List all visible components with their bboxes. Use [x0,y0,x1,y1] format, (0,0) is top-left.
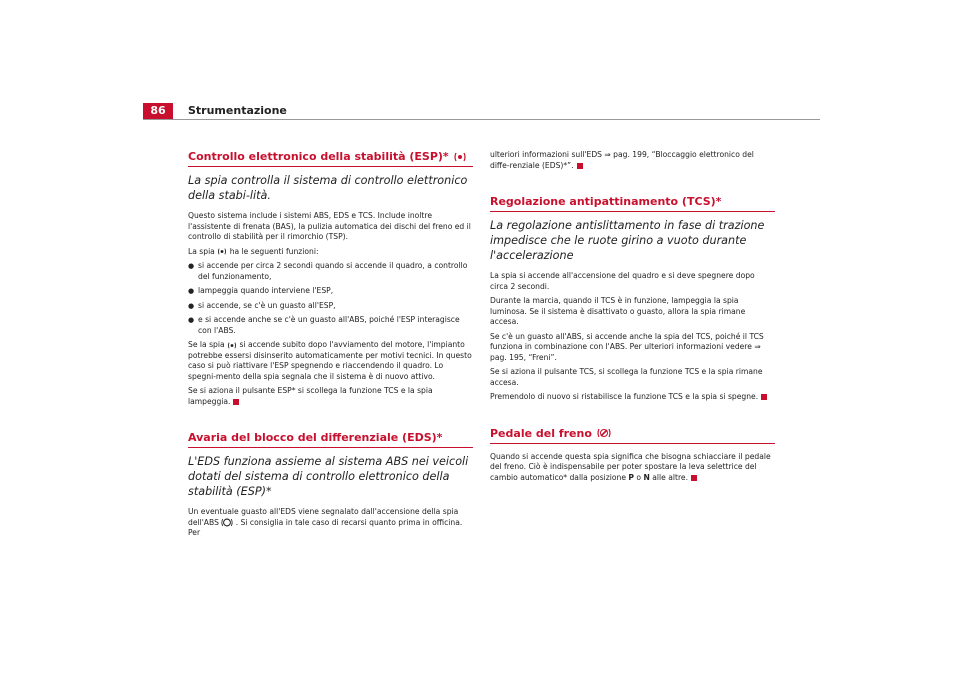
eds-paragraph-1 [188,507,473,539]
esp-p3-start: Se la spia [188,340,225,349]
brake-p1-start: Quando si accende questa spia significa che bisogna schiacciare il pedale del freno. Ciò è indispensabile per poter spostare la leva selettrice del cambio automatico* dalla posizione [490,451,771,482]
position-n-label: N [643,472,650,482]
esp-lead: La spia controlla il sistema di controllo elettronico della stabi-lità. [188,174,468,202]
esp-p3-end: si accende subito dopo l'avviamento del motore, l'impianto potrebbe essersi disinserito automaticamente per motivi tecnici. In questo caso si può riattivare l'ESP spegnendo e riaccendendo il quadro. Lo spegni-mento della spia segnala che il sistema è di nuovo attivo. [188,340,472,381]
esp-bullet-1: ● si accende per circa 2 secondi quando si accende il quadro, a controllo del funzionamento, [188,261,473,282]
position-p-label: P [628,472,634,482]
eds-continuation-text: ulteriori informazioni sull'EDS ⇒ pag. 199, “Bloccaggio elettronico del diffe-renziale (EDS)*”. [490,150,754,170]
eds-heading-text: Avaria del blocco del differenziale (EDS)* [188,431,443,444]
brake-heading [490,427,775,444]
tcs-paragraph-2: Durante la marcia, quando il TCS è in funzione, lampeggia la spia luminosa. Se il sistema è disattivato o guasto, allora la spia rimane accesa. [490,296,746,326]
eds-p1-start: Un eventuale guasto all'EDS viene segnalato dall'accensione della spia dell'ABS [188,507,459,527]
tcs-paragraph-5 [490,392,775,403]
esp-heading-text: Controllo elettronico della stabilità (ESP)* [188,150,449,163]
tcs-heading [490,195,775,212]
esp-warning-icon [453,151,467,163]
esp-p2-start: La spia [188,246,215,256]
end-of-section-icon [577,163,583,169]
eds-heading [188,431,473,448]
esp-heading [188,150,473,167]
tcs-paragraph-1: La spia si accende all'accensione del quadro e si deve spegnere dopo circa 2 secondi. [490,271,755,291]
right-column [490,150,775,487]
abs-warning-icon [221,518,233,527]
esp-p2-end: ha le seguenti funzioni: [229,246,319,256]
end-of-section-icon [233,399,239,405]
esp-paragraph-2 [188,247,473,258]
end-of-section-icon [691,475,697,481]
eds-p1-end: . Si consiglia in tale caso di recarsi quanto prima in officina. Per [188,517,463,537]
eds-lead: L'EDS funziona assieme al sistema ABS nei veicoli dotati del sistema di controllo elettronico della stabilità (ESP)* [188,455,469,498]
esp-bullet-4: ● e si accende anche se c'è un guasto all'ABS, poiché l'ESP interagisce con l'ABS. [188,315,473,336]
brake-heading-text: Pedale del freno [490,426,592,440]
tcs-paragraph-3: Se c'è un guasto all'ABS, si accende anche la spia del TCS, poiché il TCS funziona in combinazione con l'ABS. Per ulteriori informazioni vedere ⇒ pag. 195, “Freni”. [490,331,764,362]
tcs-paragraph-4: Se si aziona il pulsante TCS, si scollega la funzione TCS e la spia rimane accesa. [490,367,763,387]
tcs-p5-text: Premendolo di nuovo si ristabilisce la funzione TCS e la spia si spegne. [490,392,759,401]
brake-p1-or: o [636,472,642,482]
brake-paragraph-1 [490,452,775,484]
eds-continuation [490,150,775,171]
brake-pedal-icon [596,427,612,439]
esp-warning-icon [227,341,237,350]
esp-paragraph-3 [188,340,473,382]
esp-bullet-2: ● lampeggia quando interviene l'ESP, [188,286,473,297]
esp-p4-text: Se si aziona il pulsante ESP* si scollega la funzione TCS e la spia lampeggia. [188,386,433,406]
esp-warning-icon [217,247,227,256]
brake-p1-end: alle altre. [652,472,689,482]
left-column [188,150,473,543]
esp-bullet-3: ● si accende, se c'è un guasto all'ESP, [188,301,473,312]
esp-paragraph-1: Questo sistema include i sistemi ABS, EDS e TCS. Include inoltre l'assistente di frenata (BAS), la pulizia automatica dei dischi del freno ed il controllo di stabilità per il rimorchio (TSP). [188,211,471,241]
end-of-section-icon [761,394,767,400]
esp-paragraph-4 [188,386,473,407]
header-rule [143,119,820,120]
page-number: 86 [143,103,173,119]
tcs-heading-text: Regolazione antipattinamento (TCS)* [490,195,722,208]
tcs-lead: La regolazione antislittamento in fase di trazione impedisce che le ruote girino a vuoto durante l'accelerazione [490,219,765,262]
running-header: Strumentazione [188,104,287,117]
